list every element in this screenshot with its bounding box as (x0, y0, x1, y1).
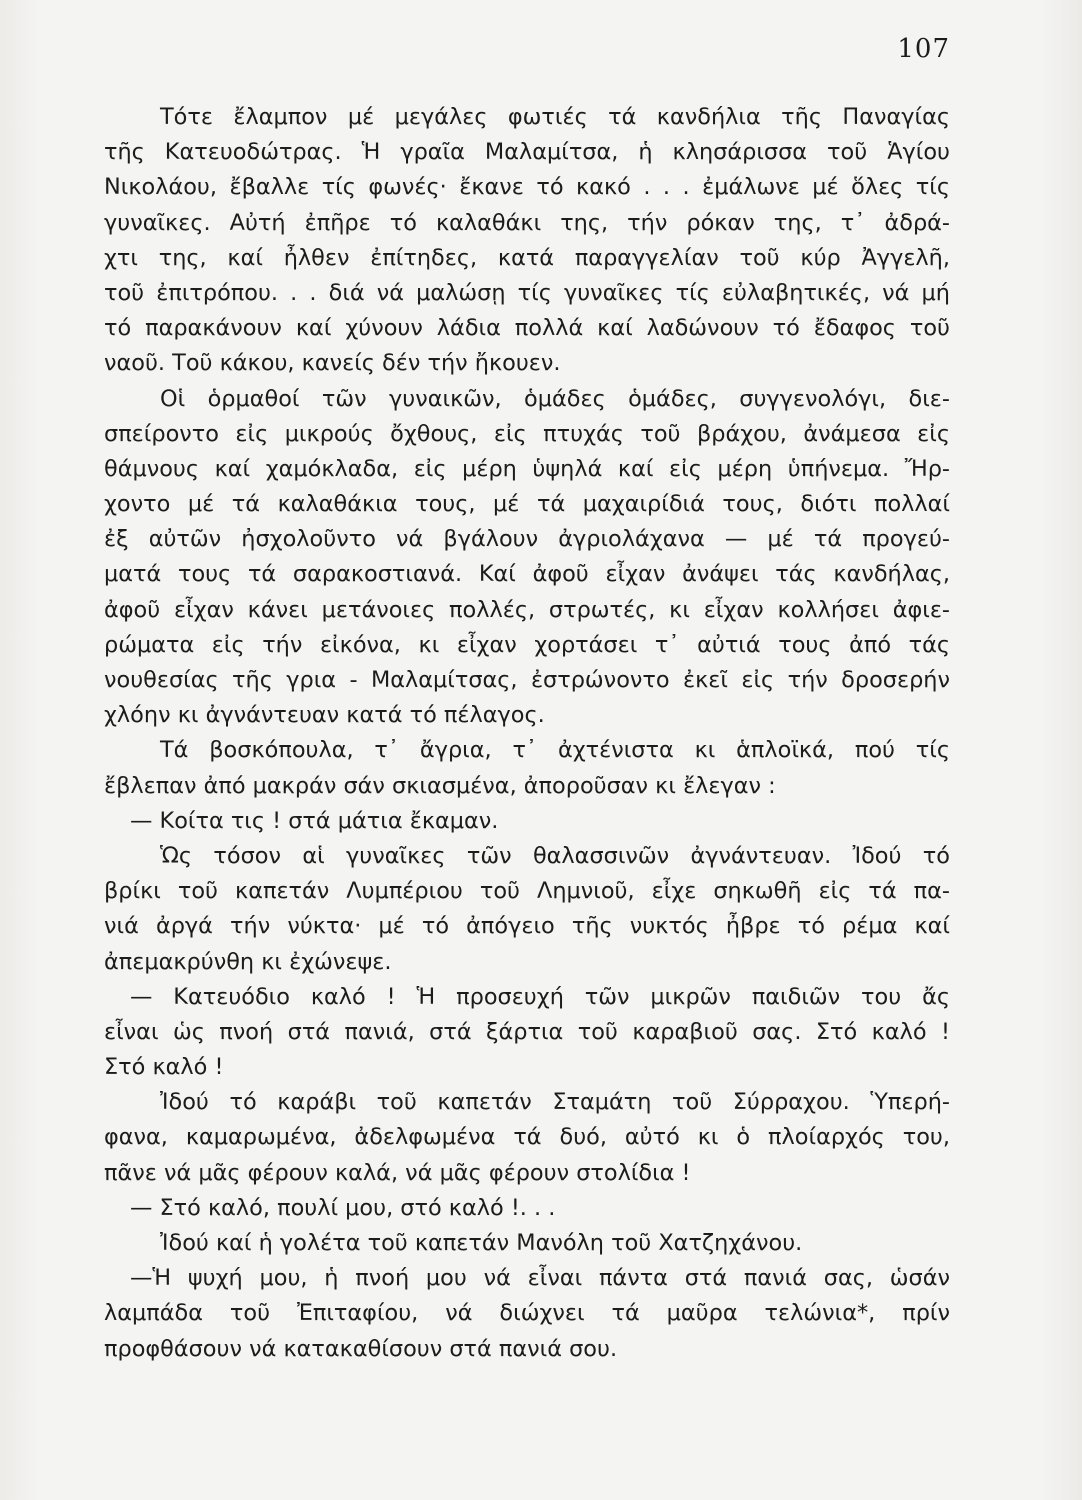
text-line: γυναῖκες. Αὐτή ἐπῆρε τό καλαθάκι της, τήν ρόκαν της, τ᾽ ἀδρά- (104, 209, 950, 236)
text-line: ἐξ αὐτῶν ἠσχολοῦντο νά βγάλουν ἀγριολάχανα — μέ τά προγεύ- (104, 526, 950, 553)
paragraph (104, 839, 950, 980)
text-line: ἔβλεπαν ἀπό μακράν σάν σκιασμένα, ἀποροῦσαν κι ἔλεγαν : (104, 772, 776, 799)
text-line: πᾶνε νά μᾶς φέρουν καλά, νά μᾶς φέρουν στολίδια ! (104, 1159, 691, 1186)
text-line: χλόην κι ἀγνάντευαν κατά τό πέλαγος. (104, 702, 545, 729)
text-line: βρίκι τοῦ καπετάν Λυμπέριου τοῦ Λημνιοῦ, εἶχε σηκωθῆ εἰς τά πα- (104, 878, 950, 905)
text-line: Οἱ ὁρμαθοί τῶν γυναικῶν, ὁμάδες ὁμάδες, συγγενολόγι, διε- (160, 385, 950, 412)
text-line: εἶναι ὡς πνοή στά πανιά, στά ξάρτια τοῦ καραβιοῦ σας. Στό καλό ! (104, 1018, 950, 1045)
text-line: ἀφοῦ εἶχαν κάνει μετάνοιες πολλές, στρωτές, κι εἶχαν κολλήσει ἀφιε- (104, 596, 950, 623)
text-line: χοντο μέ τά καλαθάκια τους, μέ τά μαχαιρίδιά τους, διότι πολλαί (104, 491, 950, 518)
text-line: τό παρακάνουν καί χύνουν λάδια πολλά καί λαδώνουν τό ἔδαφος τοῦ (104, 315, 950, 342)
text-line: — Κατευόδιο καλό ! Ἡ προσευχή τῶν μικρῶν παιδιῶν του ἄς (130, 983, 950, 1010)
text-line: λαμπάδα τοῦ Ἐπιταφίου, νά διώχνει τά μαῦρα τελώνια*, πρίν (104, 1300, 950, 1327)
page-number: 107 (897, 34, 950, 64)
paragraph (104, 1191, 950, 1226)
text-line: προφθάσουν νά κατακαθίσουν στά πανιά σου. (104, 1335, 618, 1362)
paragraph (104, 382, 950, 734)
text-line: Στό καλό ! (104, 1054, 224, 1081)
paragraph (104, 733, 950, 803)
text-line: ἀπεμακρύνθη κι ἐχώνεψε. (104, 948, 392, 975)
text-line: θάμνους καί χαμόκλαδα, εἰς μέρη ὑψηλά καί εἰς μέρη ὑπήνεμα. Ἤρ- (104, 455, 950, 482)
text-line: ματά τους τά σαρακοστιανά. Καί ἀφοῦ εἶχαν ἀνάψει τάς κανδήλας, (104, 561, 950, 588)
text-line: τῆς Κατευοδώτρας. Ἡ γραῖα Μαλαμίτσα, ἡ κλησάρισσα τοῦ Ἁγίου (104, 139, 950, 166)
text-line: Ἰδού τό καράβι τοῦ καπετάν Σταμάτη τοῦ Σύρραχου. Ὑπερή- (160, 1089, 950, 1116)
paragraph (104, 1085, 950, 1191)
text-line: φανα, καμαρωμένα, ἀδελφωμένα τά δυό, αὐτό κι ὁ πλοίαρχός του, (104, 1124, 950, 1151)
text-line: Τά βοσκόπουλα, τ᾽ ἄγρια, τ᾽ ἀχτένιστα κι ἁπλοϊκά, πού τίς (160, 737, 950, 764)
text-line: ρώματα εἰς τήν εἰκόνα, κι εἶχαν χορτάσει τ᾽ αὐτιά τους ἀπό τάς (104, 631, 950, 658)
paragraph (104, 1261, 950, 1367)
paragraph (104, 980, 950, 1086)
text-line: Τότε ἔλαμπον μέ μεγάλες φωτιές τά κανδήλια τῆς Παναγίας (160, 104, 950, 130)
text-line: — Κοίτα τις ! στά μάτια ἔκαμαν. (130, 807, 499, 834)
body-text (104, 100, 950, 1367)
paragraph (104, 1226, 950, 1261)
text-line: Ὡς τόσον αἱ γυναῖκες τῶν θαλασσινῶν ἀγνάντευαν. Ἰδού τό (160, 842, 950, 869)
text-line: νιά ἀργά τήν νύκτα· μέ τό ἀπόγειο τῆς νυκτός ἦβρε τό ρέμα καί (104, 913, 950, 940)
text-line: Ἰδού καί ἡ γολέτα τοῦ καπετάν Μανόλη τοῦ Χατζηχάνου. (160, 1230, 803, 1256)
text-line: ναοῦ. Τοῦ κάκου, κανείς δέν τήν ἤκουεν. (104, 350, 561, 377)
text-line: Νικολάου, ἔβαλλε τίς φωνές· ἔκανε τό κακό . . . ἐμάλωνε μέ ὅλες τίς (104, 174, 950, 201)
paragraph (104, 100, 950, 382)
text-line: τοῦ ἐπιτρόπου. . . διά νά μαλώσῃ τίς γυναῖκες τίς εὐλαβητικές, νά μή (104, 279, 950, 306)
text-line: χτι της, καί ἦλθεν ἐπίτηδες, κατά παραγγελίαν τοῦ κύρ Ἀγγελῆ, (104, 244, 950, 271)
text-line: νουθεσίας τῆς γρια - Μαλαμίτσας, ἐστρώνοντο ἐκεῖ εἰς τήν δροσερήν (104, 667, 950, 693)
paragraph (104, 804, 950, 839)
text-line: — Στό καλό, πουλί μου, στό καλό !. . . (130, 1194, 556, 1221)
text-line: σπείροντο εἰς μικρούς ὄχθους, εἰς πτυχάς τοῦ βράχου, ἀνάμεσα εἰς (104, 420, 950, 447)
text-line: —Ἡ ψυχή μου, ἡ πνοή μου νά εἶναι πάντα στά πανιά σας, ὡσάν (130, 1265, 950, 1292)
